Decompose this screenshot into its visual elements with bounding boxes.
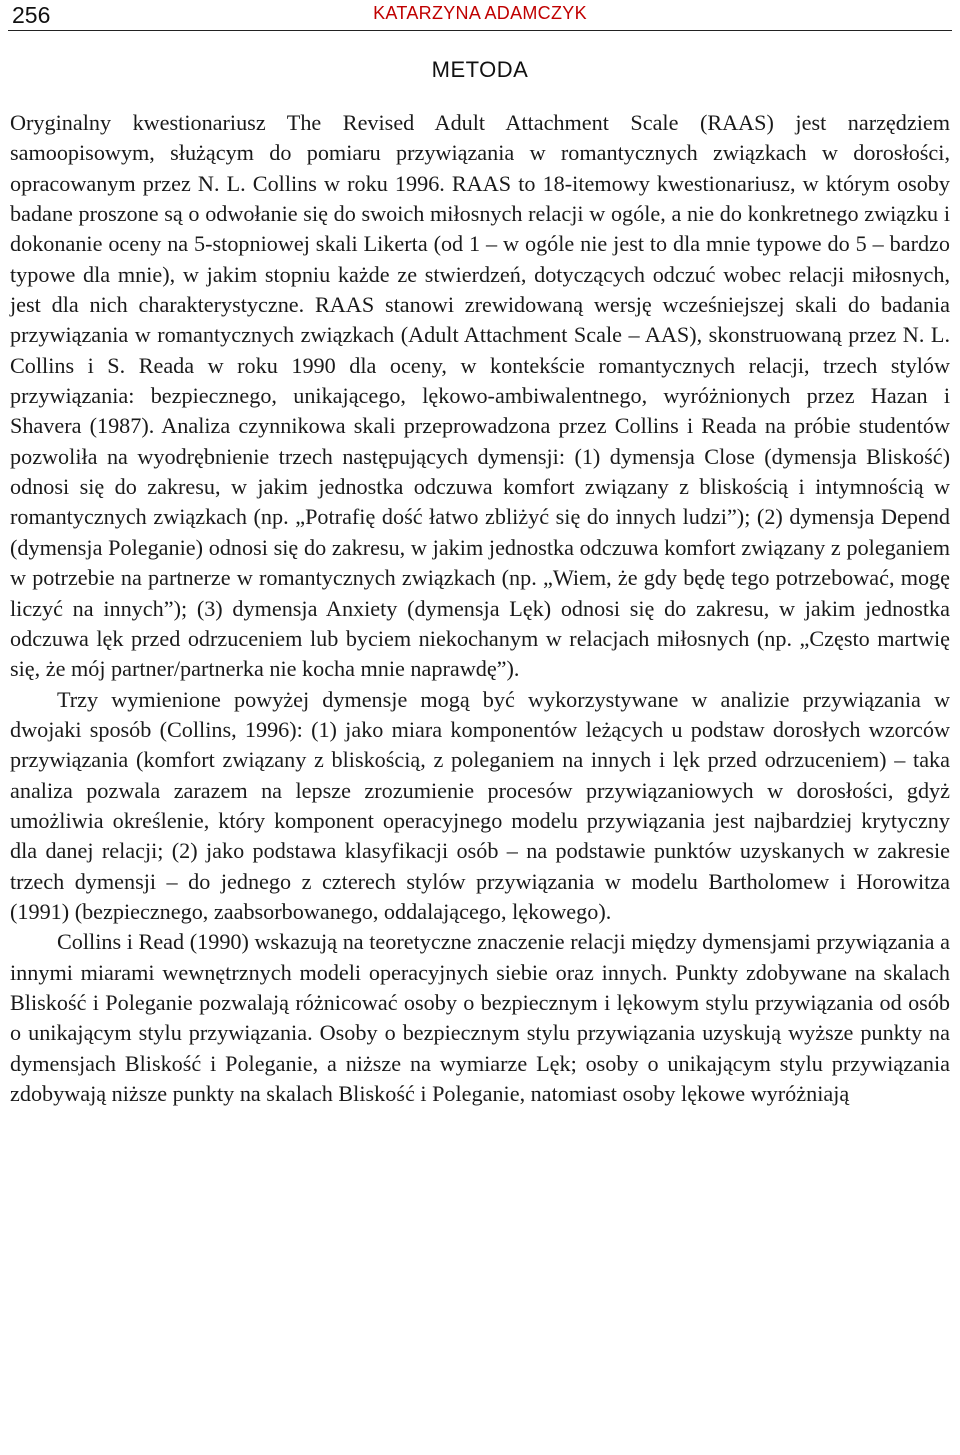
paragraph-dimension-relations: Collins i Read (1990) wskazują na teoretyczne znaczenie relacji między dymensjami przywiązania a innymi miarami wewnętrznych modeli operacyjnych siebie oraz innych. Punkty zdobywane na skalach Bliskość i Poleganie pozwalają różnicować osoby o bezpiecznym i lękowym stylu przywiązania od osób o unikającym stylu przywiązania. Osoby o bezpiecznym stylu przywiązania uzyskują wyższe punkty na dymensjach Bliskość i Poleganie, a niższe na wymiarze Lęk; osoby o unikającym stylu przywiązania zdobywają niższe punkty na skalach Bliskość i Poleganie, natomiast osoby lękowe wyróżniają <box>10 929 950 1106</box>
running-header <box>8 0 952 31</box>
page-number: 256 <box>12 2 51 28</box>
body-text <box>10 108 950 1109</box>
running-title: KATARZYNA ADAMCZYK <box>373 3 587 23</box>
paragraph-dimension-uses: Trzy wymienione powyżej dymensje mogą być wykorzystywane w analizie przywiązania w dwojaki sposób (Collins, 1996): (1) jako miara komponentów leżących u podstaw dorosłych wzorców przywiązania (komfort związany z bliskością, z poleganiem na innych i lęk przed odrzuceniem) – taka analiza pozwala zarazem na lepsze zrozumienie procesów przywiązaniowych w dorosłości, gdyż umożliwia określenie, który komponent operacyjnego modelu przywiązania jest najbardziej krytyczny dla danej relacji; (2) jako podstawa klasyfikacji osób – na podstawie punktów uzyskanych w zakresie trzech dymensji – do jednego z czterech stylów przywiązania w modelu Bartholomew i Horowitza (1991) (bezpiecznego, zaabsorbowanego, oddalającego, lękowego). <box>10 686 950 924</box>
section-heading: METODA <box>431 57 529 82</box>
paragraph-method-description: Oryginalny kwestionariusz The Revised Adult Attachment Scale (RAAS) jest narzędziem samoopisowym, służącym do pomiaru przywiązania w romantycznych związkach w dorosłości, opracowanym przez N. L. Collins w roku 1996. RAAS to 18-itemowy kwestionariusz, w którym osoby badane proszone są o odwołanie się do swoich miłosnych relacji w ogóle, a nie do konkretnego związku i dokonanie oceny na 5-stopniowej skali Likerta (od 1 – w ogóle nie jest to dla mnie typowe do 5 – bardzo typowe dla mnie), w jakim stopniu każde ze stwierdzeń, dotyczących odczuć wobec relacji miłosnych, jest dla nich charakterystyczne. RAAS stanowi zrewidowaną wersję wcześniejszej skali do badania przywiązania w romantycznych związkach (Adult Attachment Scale – AAS), skonstruowaną przez N. L. Collins i S. Reada w roku 1990 dla oceny, w kontekście romantycznych relacji, trzech stylów przywiązania: bezpiecznego, unikającego, lękowo-ambiwalentnego, wyróżnionych przez Hazan i Shavera (1987). Analiza czynnikowa skali przeprowadzona przez Collins i Reada na próbie studentów pozwoliła na wyodrębnienie trzech następujących dymensji: (1) dymensja Close (dymensja Bliskość) odnosi się do zakresu, w jakim jednostka odczuwa komfort związany z bliskością i intymnością w romantycznych związkach (np. „Potrafię dość łatwo zbliżyć się do innych ludzi”); (2) dymensja Depend (dymensja Poleganie) odnosi się do zakresu, w jakim jednostka odczuwa komfort związany z poleganiem w potrzebie na partnerze w romantycznych związkach (np. „Wiem, że gdy będę tego potrzebować, mogę liczyć na innych”); (3) dymensja Anxiety (dymensja Lęk) odnosi się do zakresu, w jakim jednostka odczuwa lęk przed odrzuceniem lub byciem niekochanym w relacjach miłosnych (np. „Często martwię się, że mój partner/partnerka nie kocha mnie naprawdę”). <box>10 110 950 682</box>
